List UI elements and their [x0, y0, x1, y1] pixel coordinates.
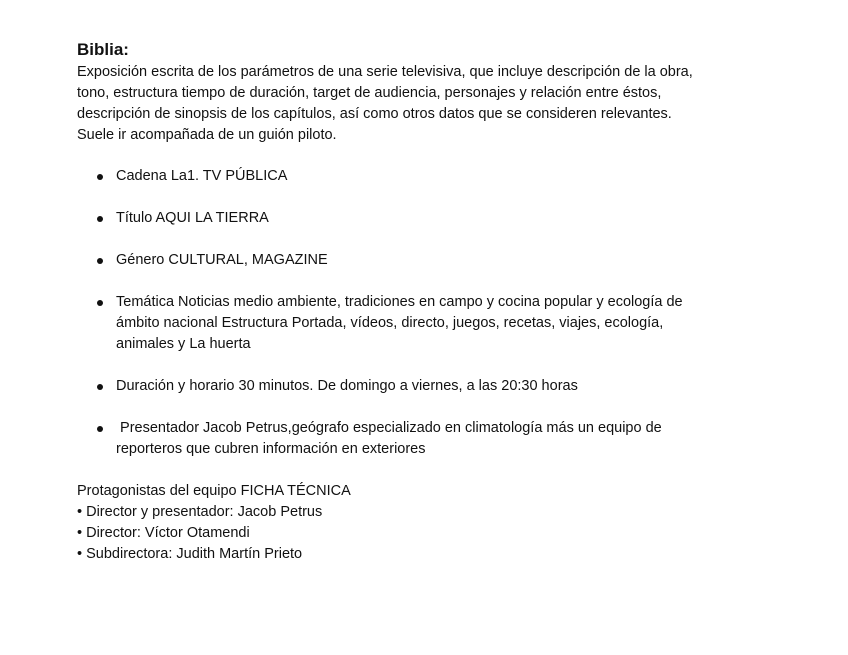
list-item-text: animales y La huerta [116, 336, 251, 352]
list-item-cadena [77, 166, 777, 187]
intro-line: Suele ir acompañada de un guión piloto. [77, 127, 337, 143]
list-item-text: reporteros que cubren información en exteriores [116, 441, 426, 457]
list-item-tematica [77, 292, 777, 355]
list-item-text: Género CULTURAL, MAGAZINE [116, 252, 328, 268]
list-item-duracion [77, 376, 777, 397]
team-member: • Director: Víctor Otamendi [77, 525, 250, 541]
team-member: • Subdirectora: Judith Martín Prieto [77, 546, 303, 562]
list-item-text: ámbito nacional Estructura Portada, vídeos, directo, juegos, recetas, viajes, ecología, [116, 315, 664, 331]
list-item-text: Duración y horario 30 minutos. De domingo a viernes, a las 20:30 horas [116, 378, 578, 394]
team-member: • Director y presentador: Jacob Petrus [77, 504, 323, 520]
intro-paragraph [77, 62, 777, 146]
bullet-icon [97, 174, 103, 180]
intro-line: tono, estructura tiempo de duración, target de audiencia, personajes y relación entre éstos, [77, 85, 662, 101]
features-list [77, 166, 777, 460]
list-item-presentador [77, 418, 777, 460]
intro-line: descripción de sinopsis de los capítulos, así como otros datos que se consideren relevantes. [77, 106, 672, 122]
team-title: Protagonistas del equipo FICHA TÉCNICA [77, 483, 351, 499]
list-item-text: Presentador Jacob Petrus,geógrafo especializado en climatología más un equipo de [116, 420, 662, 436]
list-item-text: Temática Noticias medio ambiente, tradiciones en campo y cocina popular y ecología de [116, 294, 683, 310]
bullet-icon [97, 426, 103, 432]
bullet-icon [97, 258, 103, 264]
list-item-titulo [77, 208, 777, 229]
document-heading: Biblia: [77, 40, 129, 59]
team-section [77, 481, 777, 565]
list-item-text: Título AQUI LA TIERRA [116, 210, 269, 226]
document-page [77, 40, 777, 565]
list-item-text: Cadena La1. TV PÚBLICA [116, 168, 288, 184]
intro-line: Exposición escrita de los parámetros de una serie televisiva, que incluye descripción de la obra, [77, 64, 693, 80]
list-item-genero [77, 250, 777, 271]
bullet-icon [97, 300, 103, 306]
bullet-icon [97, 216, 103, 222]
bullet-icon [97, 384, 103, 390]
